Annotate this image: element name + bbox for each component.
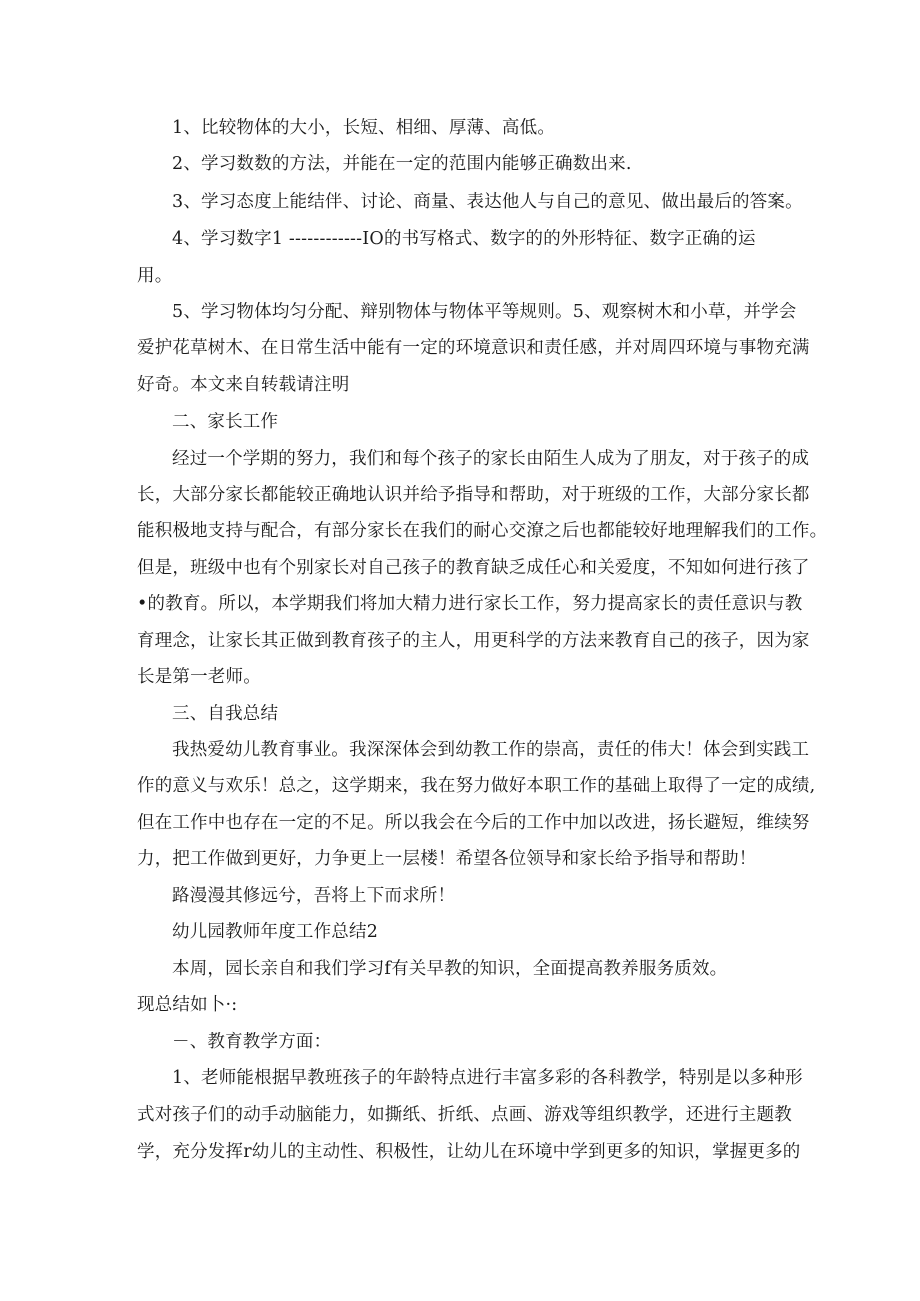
- line-objective-4-cont: 用。: [137, 266, 173, 286]
- heading-self-summary: 三、自我总结: [172, 704, 279, 724]
- para-self-4: 力，把工作做到更好，力争更上一层楼！希望各位领导和家长给予指导和帮助！: [137, 849, 757, 869]
- heading-teaching: －、教育教学方面：: [172, 1032, 332, 1052]
- line-objective-1: 1、比较物体的大小，长短、相细、厚薄、高低。: [172, 118, 556, 138]
- para-teaching-1: 1、老师能根据早教班孩子的年龄特点进行丰富多彩的各科教学，特别是以多种形: [172, 1068, 803, 1088]
- para-parent-3: 能积极地支持与配合，有部分家长在我们的耐心交潦之后也都能较好地理解我们的工作。: [137, 521, 828, 541]
- para-parent-7: 长是第一老师。: [137, 667, 261, 687]
- para-intro-1: 本周，园长亲自和我们学习f有关早教的知识，全面提高教养服务质效。: [172, 959, 728, 979]
- para-self-1: 我热爱幼儿教育事业。我深深体会到幼教工作的崇高，责任的伟大！体会到实践工: [172, 740, 810, 760]
- para-intro-2: 现总结如卜·:: [137, 995, 238, 1015]
- line-objective-2: 2、学习数数的方法，并能在一定的范围内能够正确数出来.: [172, 154, 632, 174]
- line-objective-5-cont: 爱护花草树木、在日常生活中能有一定的环境意识和责任感，并对周四环境与事物充满: [137, 338, 810, 358]
- para-self-3: 但在工作中也存在一定的不足。所以我会在今后的工作中加以改进，扬长避短，维续努: [137, 813, 810, 833]
- para-quote: 路漫漫其修远兮，吾将上下而求所！: [172, 886, 456, 906]
- para-teaching-2: 式对孩子们的动手动脑能力，如撕纸、折纸、点画、游戏等组织教学，还进行主题教: [137, 1105, 792, 1125]
- line-objective-5-end: 好奇。本文来自转载请注明: [137, 375, 350, 395]
- para-parent-6: 育理念，让家长其正做到教育孩子的主人，用更科学的方法来教育自己的孩子，因为家: [137, 631, 810, 651]
- para-parent-4: 但是，班级中也有个别家长对自己孩子的教育缺乏成任心和关爱度，不知如何进行孩了: [137, 558, 810, 578]
- para-parent-2: 长，大部分家长都能较正确地认识并给予指导和帮助，对于班级的工作，大部分家长都: [137, 485, 810, 505]
- para-teaching-3: 学，充分发挥r幼儿的主动性、积极性，让幼儿在环境中学到更多的知识，掌握更多的: [137, 1142, 801, 1162]
- para-parent-1: 经过一个学期的努力，我们和每个孩子的家长由陌生人成为了朋友，对于孩子的成: [172, 449, 810, 469]
- line-objective-4: 4、学习数字1 ------------IO的书写格式、数字的的外形特征、数字正确的运: [172, 229, 756, 249]
- heading-parent-work: 二、家长工作: [172, 412, 279, 432]
- section-title-2: 幼儿园教师年度工作总结2: [172, 922, 379, 942]
- line-objective-3: 3、学习态度上能结伴、讨论、商量、表达他人与自己的意见、做出最后的答案。: [172, 192, 803, 212]
- para-parent-5: •的教育。所以，本学期我们将加大精力进行家长工作，努力提高家长的责任意识与教: [137, 594, 803, 614]
- para-self-2: 作的意义与欢乐！总之，这学期来，我在努力做好本职工作的基础上取得了一定的成绩,: [137, 776, 816, 796]
- line-objective-5: 5、学习物体均匀分配、辩别物体与物体平等规则。5、观察树木和小草，并学会: [172, 302, 797, 322]
